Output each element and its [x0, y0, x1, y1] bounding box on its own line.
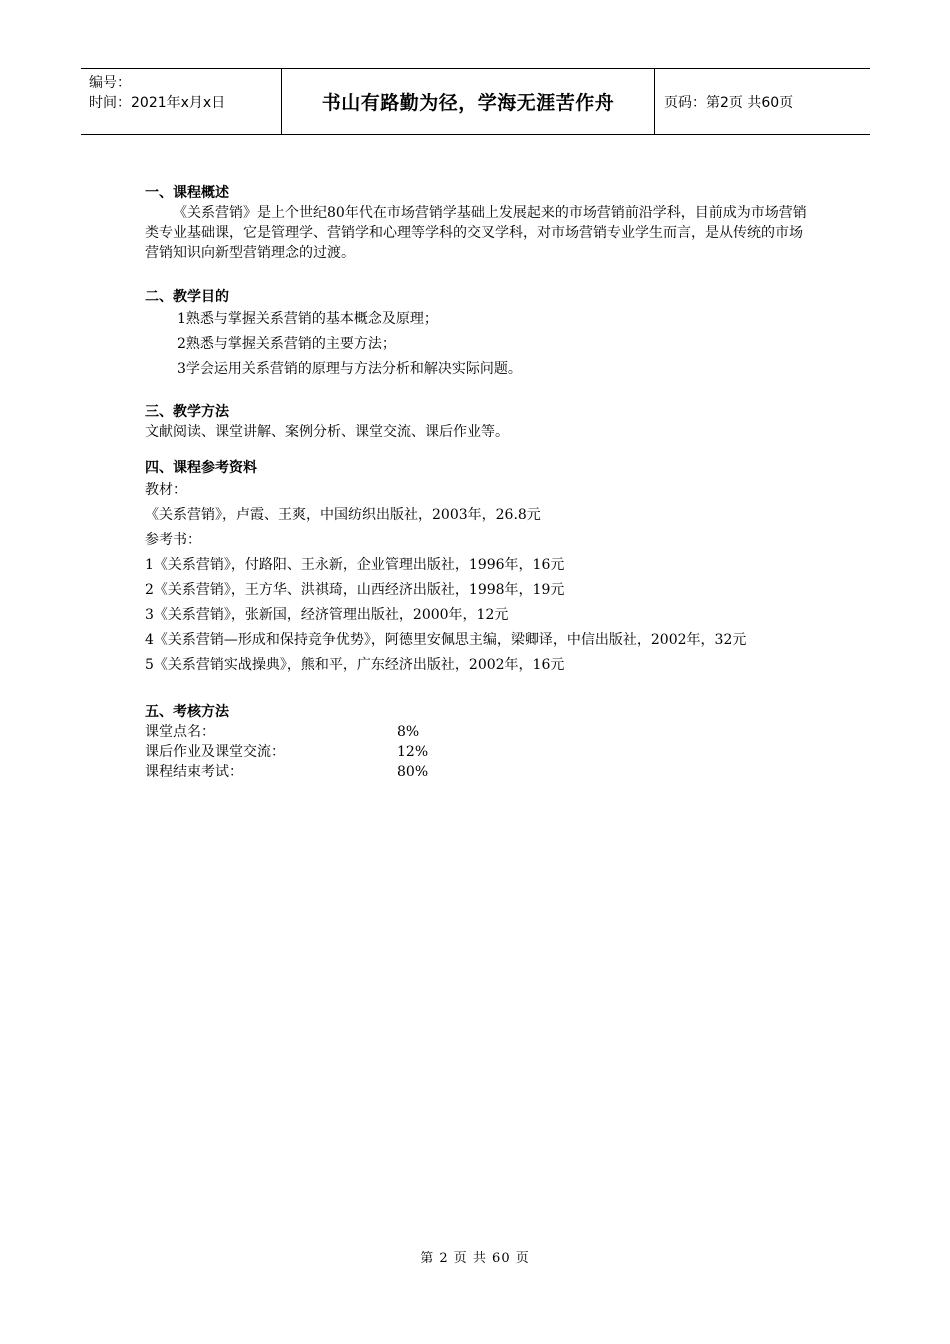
- list-item: 1熟悉与掌握关系营销的基本概念及原理；: [177, 311, 438, 327]
- textbook-entry: 《关系营销》，卢霞、王爽，中国纺织出版社，2003年，26.8元: [145, 507, 541, 523]
- references-list: [145, 478, 810, 678]
- assessment-table: [145, 722, 810, 782]
- document-time-label: 时间：2021年x月x日: [89, 95, 226, 111]
- section-title-methods: 三、教学方法: [145, 404, 229, 420]
- page-footer: 第 2 页 共 60 页: [420, 1251, 530, 1266]
- reference-item: 2《关系营销》，王方华、洪祺琦，山西经济出版社，1998年，19元: [145, 582, 565, 598]
- textbook-label: 教材：: [145, 482, 187, 498]
- header-meta: [89, 73, 225, 113]
- list-item: 3学会运用关系营销的原理与方法分析和解决实际问题。: [177, 361, 522, 377]
- objectives-list: [145, 307, 810, 382]
- header-page-info: 页码：第2页 共60页: [664, 94, 794, 111]
- assessment-value: 12%: [397, 744, 429, 760]
- assessment-row: [145, 742, 810, 762]
- section-title-objectives: 二、教学目的: [145, 289, 229, 305]
- assessment-row: [145, 722, 810, 742]
- section-title-overview: 一、课程概述: [145, 185, 229, 201]
- reference-item: 5《关系营销实战操典》，熊和平，广东经济出版社，2002年，16元: [145, 657, 565, 673]
- assessment-label: 课程结束考试：: [145, 764, 243, 780]
- document-body: [145, 183, 810, 782]
- document-number-label: 编号：: [89, 75, 131, 91]
- assessment-label: 课堂点名：: [145, 724, 215, 740]
- methods-text: 文献阅读、课堂讲解、案例分析、课堂交流、课后作业等。: [145, 424, 509, 440]
- reference-item: 3《关系营销》，张新国，经济管理出版社，2000年，12元: [145, 607, 509, 623]
- reference-item: 4《关系营销—形成和保持竞争优势》，阿德里安佩思主编，梁卿译，中信出版社，2002年，32元: [145, 632, 747, 648]
- section-title-assessment: 五、考核方法: [145, 704, 229, 720]
- section-title-references: 四、课程参考资料: [145, 460, 257, 476]
- header-motto: 书山有路勤为径，学海无涯苦作舟: [321, 92, 615, 114]
- list-item: 2熟悉与掌握关系营销的主要方法；: [177, 336, 396, 352]
- assessment-value: 80%: [397, 764, 429, 780]
- header-divider: [654, 69, 655, 134]
- assessment-label: 课后作业及课堂交流：: [145, 744, 285, 760]
- reference-item: 1《关系营销》，付路阳、王永新，企业管理出版社，1996年，16元: [145, 557, 565, 573]
- assessment-value: 8%: [397, 724, 420, 740]
- assessment-row: [145, 762, 810, 782]
- refs-label: 参考书：: [145, 532, 201, 548]
- overview-paragraph: 《关系营销》是上个世纪80年代在市场营销学基础上发展起来的市场营销前沿学科，目前成为市场营销类专业基础课，它是管理学、营销学和心理等学科的交叉学科，对市场营销专业学生而言，是从传统的市场营销知识向新型营销理念的过渡。: [145, 205, 807, 261]
- header-table: [81, 68, 870, 135]
